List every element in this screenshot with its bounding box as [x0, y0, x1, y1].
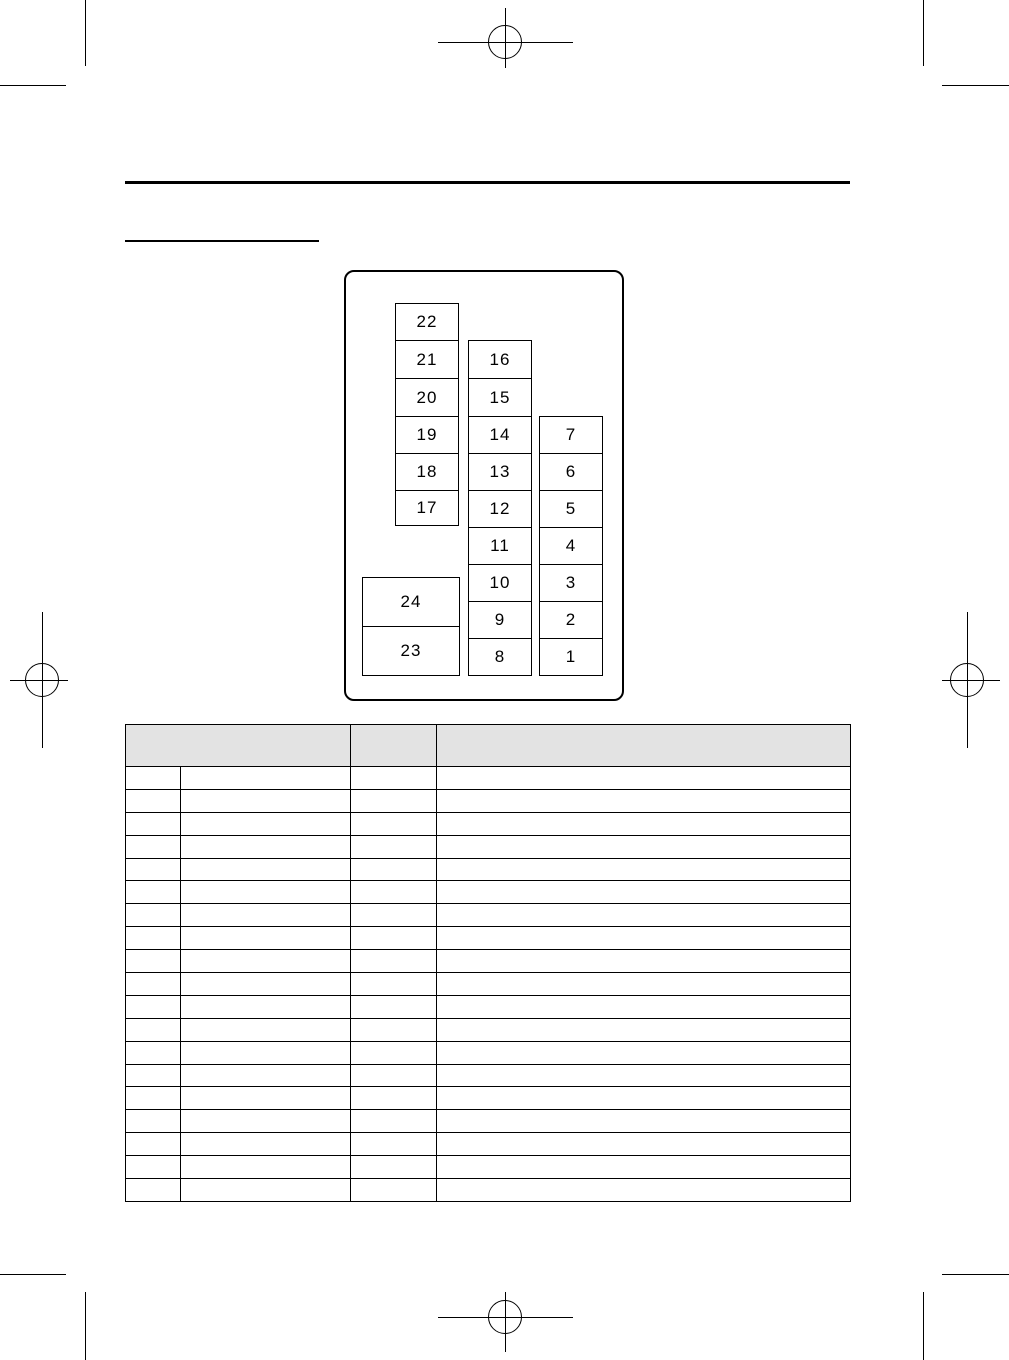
table-cell	[351, 858, 437, 881]
table-cell	[351, 1064, 437, 1087]
fuse-9: 9	[468, 601, 532, 639]
table-cell	[351, 973, 437, 996]
table-cell	[126, 950, 181, 973]
table-cell	[126, 835, 181, 858]
table-cell	[351, 1110, 437, 1133]
table-cell	[181, 973, 351, 996]
section-underline	[125, 240, 319, 242]
table-cell	[181, 904, 351, 927]
header-description	[126, 725, 351, 767]
fuse-16: 16	[468, 340, 532, 379]
fuse-22: 22	[395, 303, 459, 341]
fuse-6: 6	[539, 453, 603, 491]
fuse-21: 21	[395, 340, 459, 379]
table-cell	[437, 1087, 851, 1110]
table-cell	[181, 767, 351, 790]
table-cell	[351, 1156, 437, 1179]
table-cell	[126, 927, 181, 950]
table-row	[126, 1087, 851, 1110]
table-row	[126, 1133, 851, 1156]
table-cell	[437, 881, 851, 904]
table-cell	[181, 927, 351, 950]
table-cell	[437, 995, 851, 1018]
table-row	[126, 904, 851, 927]
table-row	[126, 789, 851, 812]
table-cell	[126, 995, 181, 1018]
table-cell	[181, 995, 351, 1018]
table-row	[126, 973, 851, 996]
fuse-table	[125, 724, 851, 1202]
table-cell	[437, 927, 851, 950]
table-cell	[181, 1156, 351, 1179]
table-cell	[126, 1179, 181, 1202]
fuse-23: 23	[362, 626, 460, 676]
table-cell	[351, 1041, 437, 1064]
table-cell	[126, 858, 181, 881]
table-row	[126, 1156, 851, 1179]
fuse-13: 13	[468, 453, 532, 491]
table-cell	[181, 1087, 351, 1110]
table-cell	[126, 789, 181, 812]
fuse-4: 4	[539, 527, 603, 565]
fuse-10: 10	[468, 564, 532, 602]
table-cell	[351, 812, 437, 835]
table-cell	[126, 1087, 181, 1110]
table-cell	[351, 995, 437, 1018]
table-row	[126, 1041, 851, 1064]
fuse-11: 11	[468, 527, 532, 565]
crop-mark	[942, 85, 1009, 86]
header-protected-component	[437, 725, 851, 767]
table-cell	[181, 858, 351, 881]
table-cell	[126, 812, 181, 835]
table-cell	[351, 1087, 437, 1110]
crop-mark	[923, 0, 924, 66]
table-row	[126, 812, 851, 835]
fuse-7: 7	[539, 416, 603, 454]
table-cell	[437, 950, 851, 973]
table-cell	[351, 950, 437, 973]
table-row	[126, 995, 851, 1018]
table-cell	[437, 835, 851, 858]
table-cell	[351, 835, 437, 858]
table-cell	[351, 904, 437, 927]
table-cell	[437, 789, 851, 812]
table-cell	[437, 973, 851, 996]
crop-mark	[923, 1292, 924, 1360]
table-row	[126, 1179, 851, 1202]
table-cell	[126, 973, 181, 996]
header-rating	[351, 725, 437, 767]
table-cell	[181, 1179, 351, 1202]
table-cell	[437, 767, 851, 790]
table-cell	[181, 835, 351, 858]
fuse-8: 8	[468, 638, 532, 676]
fuse-24: 24	[362, 577, 460, 627]
fuse-15: 15	[468, 378, 532, 417]
table-cell	[181, 1064, 351, 1087]
table-cell	[126, 1156, 181, 1179]
table-cell	[437, 858, 851, 881]
table-cell	[181, 812, 351, 835]
table-cell	[437, 1064, 851, 1087]
table-cell	[126, 1018, 181, 1041]
crop-mark	[0, 85, 66, 86]
table-row	[126, 927, 851, 950]
table-cell	[437, 1156, 851, 1179]
table-cell	[181, 1110, 351, 1133]
table-cell	[437, 1018, 851, 1041]
table-cell	[181, 789, 351, 812]
fuse-14: 14	[468, 416, 532, 454]
table-row	[126, 1018, 851, 1041]
table-cell	[437, 1133, 851, 1156]
table-cell	[181, 950, 351, 973]
table-row	[126, 767, 851, 790]
fuse-17: 17	[395, 490, 459, 526]
table-row	[126, 881, 851, 904]
table-cell	[437, 904, 851, 927]
fuse-19: 19	[395, 416, 459, 454]
table-header-row	[126, 725, 851, 767]
fuse-1: 1	[539, 638, 603, 676]
table-cell	[126, 904, 181, 927]
table-row	[126, 835, 851, 858]
table-cell	[351, 881, 437, 904]
crop-mark	[942, 1274, 1009, 1275]
crop-mark	[85, 1292, 86, 1360]
table-cell	[351, 1133, 437, 1156]
fuse-12: 12	[468, 490, 532, 528]
crop-mark	[0, 1274, 66, 1275]
table-cell	[437, 812, 851, 835]
table-cell	[126, 1133, 181, 1156]
crop-mark	[85, 0, 86, 66]
table-cell	[126, 881, 181, 904]
table-cell	[181, 1041, 351, 1064]
table-cell	[181, 881, 351, 904]
header-rule	[125, 181, 850, 184]
fuse-20: 20	[395, 378, 459, 417]
table-cell	[437, 1041, 851, 1064]
table-cell	[181, 1018, 351, 1041]
table-cell	[351, 927, 437, 950]
table-cell	[437, 1110, 851, 1133]
table-cell	[126, 1041, 181, 1064]
table-cell	[351, 767, 437, 790]
table-cell	[126, 1110, 181, 1133]
table-row	[126, 1110, 851, 1133]
fuse-2: 2	[539, 601, 603, 639]
table-row	[126, 858, 851, 881]
table-cell	[181, 1133, 351, 1156]
fuse-5: 5	[539, 490, 603, 528]
table-cell	[351, 789, 437, 812]
table-cell	[351, 1018, 437, 1041]
fuse-18: 18	[395, 453, 459, 491]
table-row	[126, 1064, 851, 1087]
table-cell	[126, 767, 181, 790]
table-cell	[437, 1179, 851, 1202]
table-cell	[126, 1064, 181, 1087]
table-row	[126, 950, 851, 973]
table-cell	[351, 1179, 437, 1202]
fuse-3: 3	[539, 564, 603, 602]
